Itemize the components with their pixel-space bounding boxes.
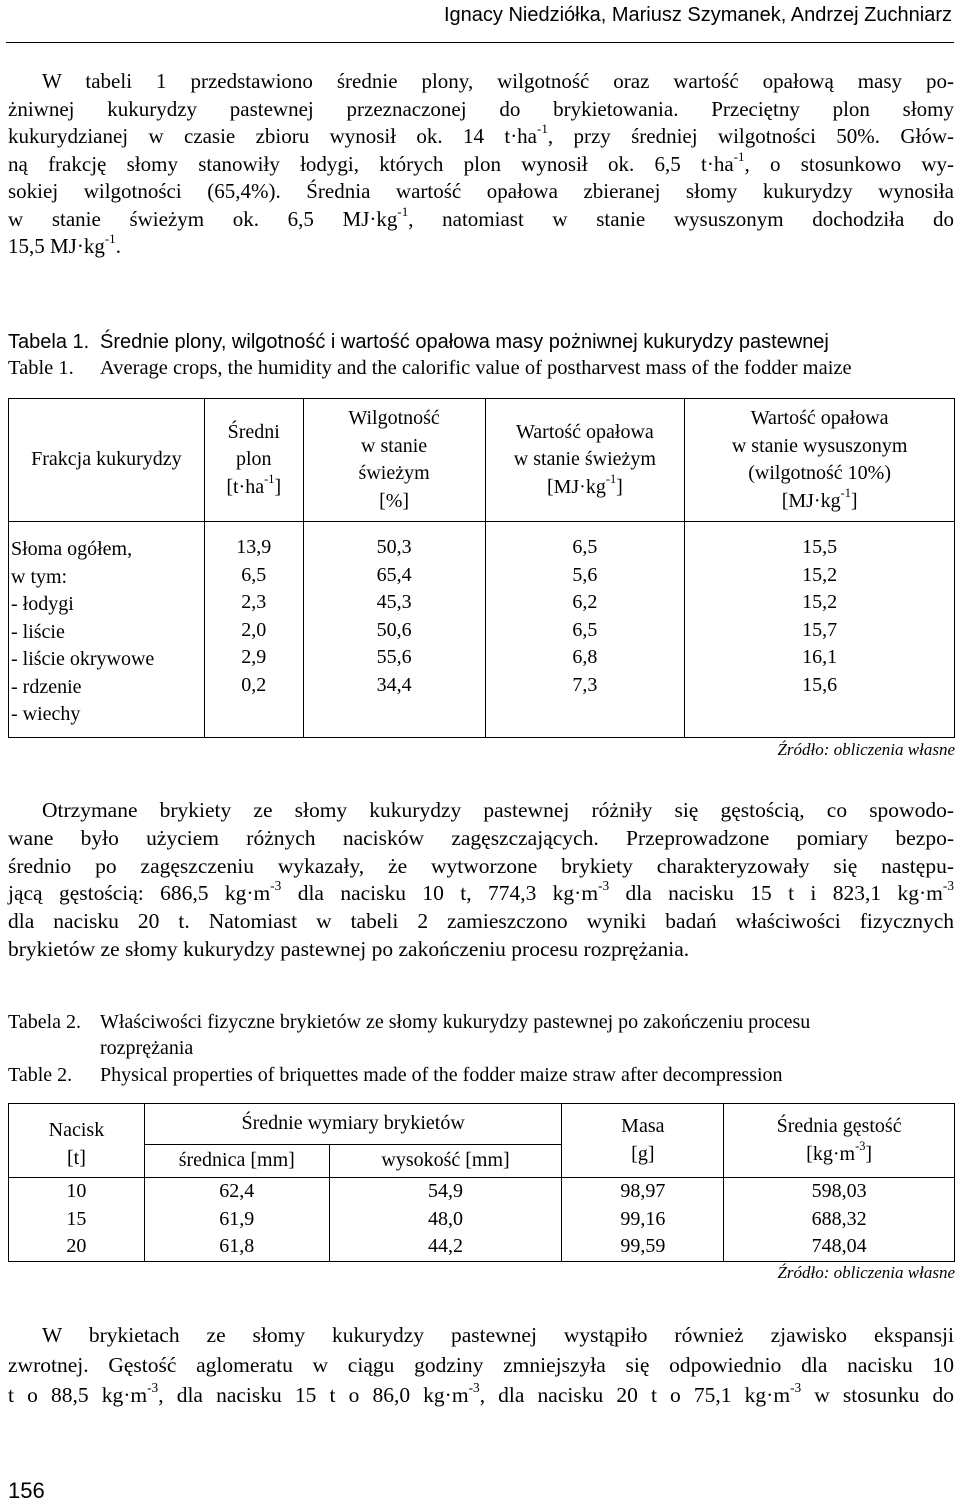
middle-paragraph: Otrzymane brykiety ze słomy kukurydzy pastewnej różniły się gęstością, co spowodo- wane było użyciem różnych nacisków zagęszczających. Przeprowadzone pomiary bezpo- średnio po zagęszczeniu wykazały, że wytworzone brykiety charakteryzowały się następu- jącą gęstością: 686,5 $kg\cdot m^{-3}$ dla nacisku 10 t, 774,3 $kg\cdot m^{-3}$ dla nacisku 15 t i 823,1 $kg\cdot m^{-3}$ dla nacisku 20 t. Natomiast w tabeli 2 zamieszczono wyniki badań właściwości fizycznych brykietów ze słomy kukurydzy pastewnej po zakończeniu procesu rozprężania. — [8, 798, 954, 961]
table2-source: Źródło: obliczenia własne — [777, 1263, 955, 1282]
intro-line: w stanie świeżym ok. 6,5 MJ·kg — [8, 206, 398, 231]
table-row: 20 61,8 44,2 99,59 748,04 — [9, 1233, 955, 1261]
table-row: - liście — [11, 620, 65, 643]
table1-title-en: Average crops, the humidity and the calorific value of postharvest mass of the fodder maize — [100, 357, 852, 379]
table1-moisture-cell: 50,3 65,4 45,3 50,6 55,6 34,4 — [303, 522, 485, 738]
table1-caption-en — [8, 355, 960, 381]
intro-line: żniwnej kukurydzy pastewnej przeznaczonej do brykietowania. Przeciętny plon słomy — [8, 96, 954, 121]
intro-paragraph — [8, 68, 954, 261]
table1-col-fraction: Frakcja kukurydzy — [9, 399, 205, 522]
intro-line: 15,5 MJ·kg — [8, 234, 105, 258]
table2 — [8, 1103, 955, 1262]
table1-caption-pl — [8, 329, 958, 355]
intro-line: ną frakcję słomy stanowiły łodygi, których plon wynosił ok. 6,5 t·ha — [8, 151, 734, 176]
exponent: -1 — [104, 231, 116, 247]
table-row: 15 61,9 48,0 99,16 688,32 — [9, 1206, 955, 1234]
table1-dry-cell: 15,5 15,2 15,2 15,7 16,1 15,6 — [685, 522, 955, 738]
table2-col-dims: Średnie wymiary brykietów — [144, 1104, 562, 1145]
table2-col-density: Średnia gęstość $[kg\cdot m^{-3}]$ — [724, 1104, 955, 1178]
intro-line: , o stosunkowo wy- — [744, 151, 954, 176]
intro-line: kukurydzianej w czasie zbioru wynosił ok. 14 t·ha — [8, 124, 538, 148]
table-row: - rdzenie — [11, 675, 82, 698]
exponent: -1 — [733, 148, 745, 164]
table-row: - łodygi — [11, 593, 74, 615]
table2-col-mass: Masa [g] — [562, 1104, 724, 1178]
table2-caption-en: Table 2. Physical properties of briquettes made of the fodder maize straw after decompression — [8, 1064, 783, 1086]
table1-col-fresh-value: Wartość opałowa w stanie świeżym $[MJ\cdot kg^{-1}]$ — [485, 399, 685, 522]
running-header: Ignacy Niedziółka, Mariusz Szymanek, Andrzej Zuchniarz — [444, 4, 952, 26]
intro-line: . — [115, 234, 121, 258]
table1-col-dry-value: Wartość opałowa w stanie wysuszonym (wilgotność 10%) $[MJ\cdot kg^{-1}]$ — [685, 399, 955, 522]
table1-col-moisture: Wilgotność w stanie świeżym [%] — [303, 399, 485, 522]
table1-fresh-cell: 6,5 5,6 6,2 6,5 6,8 7,3 — [485, 522, 685, 738]
table2-header-row1 — [9, 1104, 955, 1145]
final-paragraph: W brykietach ze słomy kukurydzy pastewnej wystąpiło również zjawisko ekspansji zwrotnej. Gęstość aglomeratu w ciągu godziny zmniejszyła się odpowiednio dla nacisku 10 t o 88,5 $kg\cdot m^{-3}$, dla nacisku 15 t o 86,0 $kg\cdot m^{-3}$, dla nacisku 20 t o 75,1 $kg\cdot m^{-3}$ w stosunku do — [8, 1323, 955, 1407]
table2-caption-pl: Tabela 2. Właściwości fizyczne brykietów ze słomy kukurydzy pastewnej po zakończeniu procesu rozprężania — [8, 1011, 811, 1059]
table1 — [8, 398, 955, 738]
table1-label-en: Table 1. — [8, 357, 74, 379]
intro-line: , natomiast w stanie wysuszonym dochodziła do — [408, 206, 954, 231]
table-row: - wiechy — [11, 703, 81, 725]
table-row: 10 62,4 54,9 98,97 598,03 — [9, 1178, 955, 1206]
exponent: -1 — [537, 121, 548, 137]
intro-line: sokiej wilgotności (65,4%). Średnia wartość opałowa zbieranej słomy kukurydzy wynosiła — [8, 179, 954, 203]
page-number: 156 — [8, 1478, 45, 1503]
table1-col-yield: Średni plon $[t\cdot ha^{-1}]$ — [204, 399, 303, 522]
table-row: - liście okrywowe — [11, 648, 155, 670]
table1-fraction-cell — [9, 522, 205, 738]
table1-title-pl: Średnie plony, wilgotność i wartość opałowa masy pożniwnej kukurydzy pastewnej — [100, 331, 829, 353]
table-row: w tym: — [11, 565, 68, 588]
table1-label-pl: Tabela 1. — [8, 331, 90, 353]
table1-yield-cell: 13,9 6,5 2,3 2,0 2,9 0,2 — [204, 522, 303, 738]
table2-col-pressure: Nacisk [t] — [9, 1104, 145, 1178]
table1-source: Źródło: obliczenia własne — [777, 740, 955, 759]
table2-col-height: wysokość [mm] — [329, 1145, 562, 1178]
intro-line: , przy średniej wilgotności 50%. Głów- — [547, 124, 954, 148]
intro-line: W tabeli 1 przedstawiono średnie plony, wilgotność oraz wartość opałową masy po- — [42, 69, 954, 93]
table1-header-row — [9, 399, 955, 522]
table1-body-row — [9, 522, 955, 738]
header-rule — [6, 42, 954, 43]
table2-col-diameter: średnica [mm] — [144, 1145, 329, 1178]
table-row: Słoma ogółem, — [11, 538, 133, 560]
exponent: -1 — [397, 203, 409, 219]
